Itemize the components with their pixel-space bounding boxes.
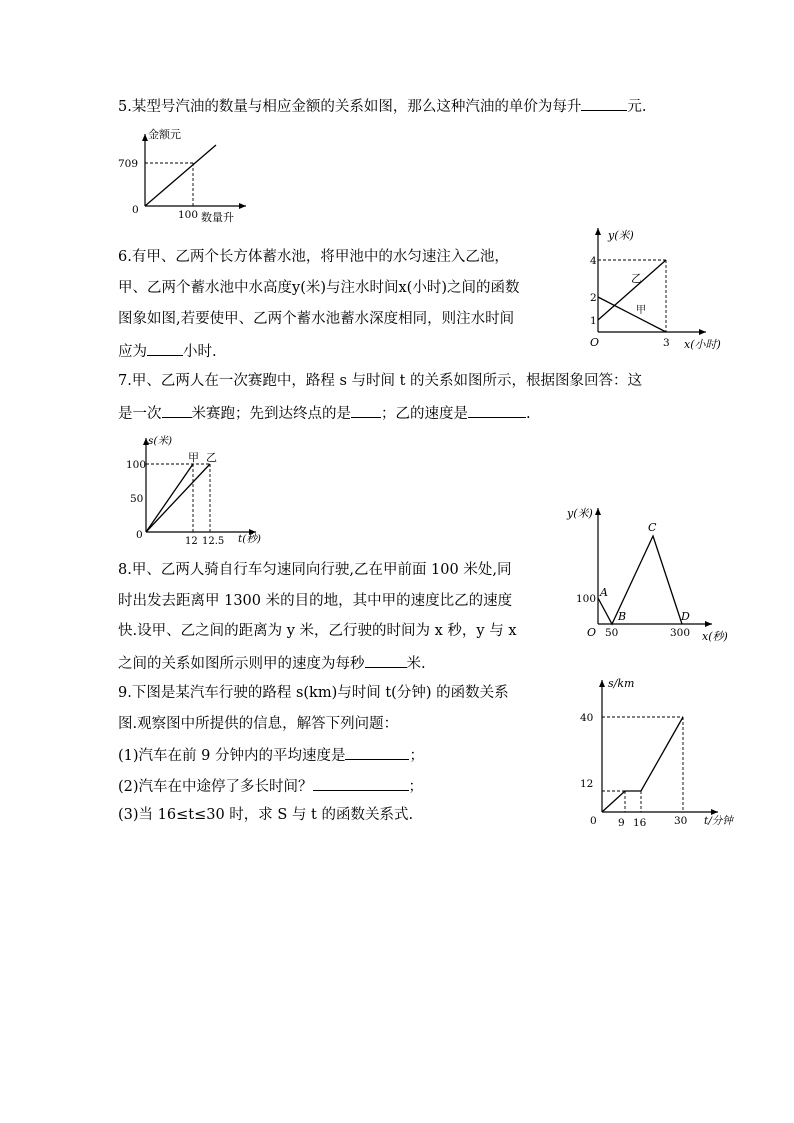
q7-line-1: 7.甲、乙两人在一次赛跑中，路程 s 与时间 t 的关系如图所示，根据图象回答：这	[118, 373, 643, 389]
q9-graph	[578, 672, 738, 832]
q9-origin: 0	[590, 815, 597, 827]
q6-line-1: 6.有甲、乙两个长方体蓄水池，将甲池中的水匀速注入乙池，	[118, 249, 509, 265]
q8-xtick-300: 300	[670, 627, 691, 639]
q8-line	[598, 536, 682, 624]
q6-last-after: 小时.	[183, 344, 217, 360]
q5-text	[118, 96, 646, 116]
q6-label-jia: 甲	[636, 305, 646, 316]
q6-xlabel: x(小时)	[684, 338, 721, 351]
q8-line-2: 时出发去距离甲 1300 米的目的地，其中甲的速度比乙的速度	[118, 593, 513, 609]
q6-line-yi	[598, 260, 666, 320]
q6-ytick-4: 4	[590, 255, 597, 267]
q8-point-a: A	[600, 586, 608, 599]
q5-xtick: 100	[178, 209, 199, 221]
q7-line-yi	[146, 464, 210, 532]
q7-line-jia	[146, 464, 193, 532]
q9-sub-2	[118, 776, 423, 796]
q7-ytick-50: 50	[130, 493, 144, 505]
q6-x-arrow-icon	[699, 329, 706, 335]
q7-ytick-100: 100	[126, 459, 147, 471]
q8-line-1: 8.甲、乙两人骑自行车匀速同向行驶,乙在甲前面 100 米处,同	[118, 562, 512, 578]
q8-ytick: 100	[576, 593, 597, 605]
q8-point-b: B	[618, 610, 627, 623]
q5-line	[145, 145, 216, 206]
q9-sub2-after: ；	[408, 779, 424, 795]
q5-ytick: 709	[118, 158, 139, 170]
q9-xtick-30: 30	[674, 815, 688, 827]
q9-sub1-before: (1)汽车在前 9 分钟内的平均速度是	[118, 748, 346, 764]
q5-text-after: 元.	[627, 99, 647, 115]
q7-graph	[118, 432, 278, 547]
q7-xlabel: t(秒)	[238, 533, 261, 545]
q6-line-3: 图象如图,若要使甲、乙两个蓄水池蓄水深度相同，则注水时间	[118, 311, 515, 327]
q9-ytick-40: 40	[580, 712, 594, 724]
q8-point-d: D	[681, 610, 690, 623]
q8-ylabel: y(米)	[567, 507, 593, 520]
q9-ylabel: s/km	[608, 677, 635, 690]
q5-answer-blank[interactable]	[581, 96, 627, 111]
q9-blank-2[interactable]	[313, 776, 409, 791]
q8-line-4	[118, 653, 426, 673]
q7-label-jia: 甲	[188, 451, 199, 464]
q6-line-2: 甲、乙两个蓄水池中水高度y(米)与注水时间x(小时)之间的函数	[118, 280, 520, 296]
q6-xtick: 3	[663, 337, 670, 349]
q5-x-arrow-icon	[239, 203, 246, 209]
q9-sub-3: (3)当 16≤t≤30 时，求 S 与 t 的函数关系式.	[118, 807, 414, 823]
q9-sub1-after: ；	[409, 748, 424, 764]
q7-label-yi: 乙	[206, 451, 217, 464]
q5-xlabel: 数量升	[201, 211, 234, 224]
q9-sub-1	[118, 745, 424, 765]
q5-text-before: 5.某型号汽油的数量与相应金额的关系如图，那么这种汽油的单价为每升	[118, 99, 582, 115]
q8-xlabel: x(秒)	[702, 630, 728, 643]
q7-ylabel: s(米)	[148, 435, 173, 447]
q8-graph	[562, 500, 732, 645]
q6-y-arrow-icon	[595, 228, 601, 235]
q7-origin: 0	[136, 529, 143, 541]
q6-origin: O	[590, 336, 600, 349]
q6-line-jia	[598, 297, 666, 332]
q8-last-before: 之间的关系如图所示则甲的速度为每秒	[118, 656, 365, 672]
q9-line-1: 9.下图是某汽车行驶的路程 s(km)与时间 t(分钟) 的函数关系	[118, 685, 509, 701]
q8-xtick-50: 50	[605, 627, 619, 639]
q8-line-3: 快.设甲、乙之间的距离为 y 米，乙行驶的时间为 x 秒，y 与 x	[118, 623, 517, 639]
q7-xtick-12: 12	[185, 536, 198, 547]
q9-blank-1[interactable]	[345, 745, 409, 760]
q8-point-c: C	[648, 521, 657, 534]
q6-line-4	[118, 341, 217, 361]
q9-y-arrow-icon	[599, 680, 605, 687]
q8-origin: O	[587, 626, 597, 639]
q5-ylabel: 金额元	[148, 128, 181, 141]
q7-part-3: ；乙的速度是	[381, 406, 468, 422]
q9-xtick-9: 9	[618, 817, 625, 829]
q9-xtick-16: 16	[633, 817, 647, 829]
q8-answer-blank[interactable]	[365, 653, 407, 668]
q6-last-before: 应为	[118, 344, 147, 360]
q5-graph	[118, 128, 258, 228]
q8-last-after: 米.	[406, 656, 426, 672]
q7-blank-1[interactable]	[162, 403, 192, 418]
q7-xtick-12-5: 12.5	[202, 536, 225, 547]
q6-ytick-1: 1	[590, 315, 597, 327]
q6-ytick-2: 2	[590, 292, 597, 304]
q9-ytick-12: 12	[580, 778, 594, 790]
q6-ylabel: y(米)	[608, 229, 634, 242]
q6-graph	[578, 224, 728, 349]
q6-label-yi: 乙	[631, 272, 642, 285]
q7-blank-3[interactable]	[468, 403, 526, 418]
q8-y-arrow-icon	[595, 508, 601, 515]
q5-origin: 0	[132, 204, 139, 216]
q7-blank-2[interactable]	[351, 403, 381, 418]
q9-line	[602, 717, 683, 812]
q7-line-2	[118, 403, 531, 423]
q9-sub2-before: (2)汽车在中途停了多长时间？	[118, 779, 313, 795]
q9-line-2: 图.观察图中所提供的信息，解答下列问题：	[118, 716, 399, 732]
q7-part-1: 是一次	[118, 406, 162, 422]
q7-part-4: .	[526, 406, 531, 422]
q8-x-arrow-icon	[705, 621, 712, 627]
q9-xlabel: t/分钟	[704, 815, 733, 827]
q6-answer-blank[interactable]	[147, 341, 183, 356]
q7-part-2: 米赛跑；先到达终点的是	[191, 406, 351, 422]
